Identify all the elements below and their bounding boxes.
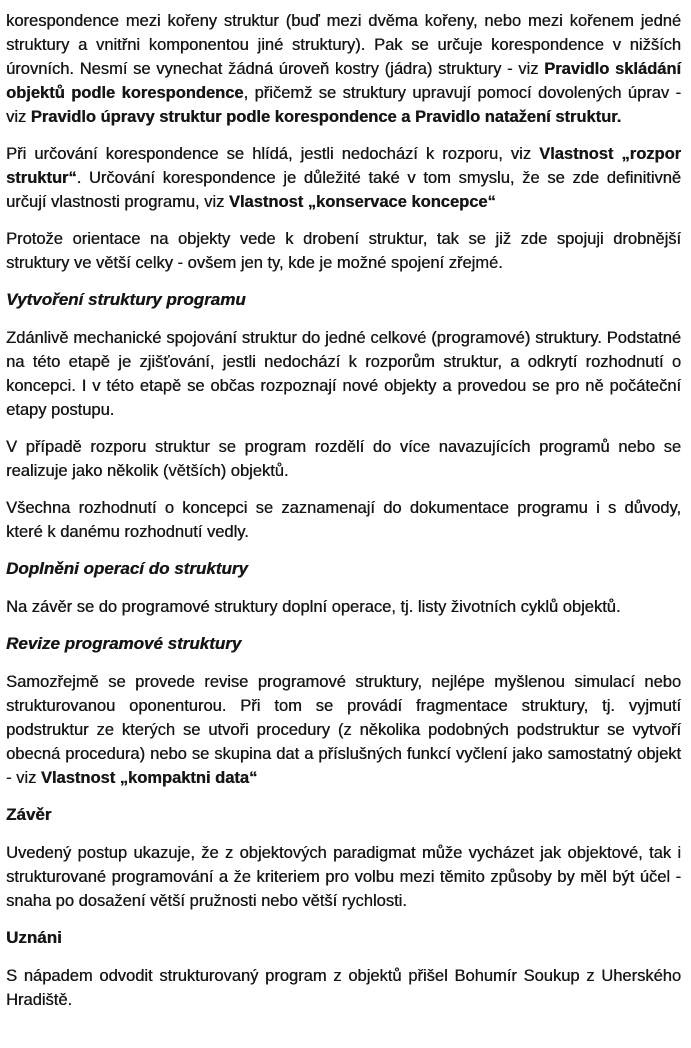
text-run: korespondence mezi kořeny struktur (buď mezi dvěma kořeny, nebo mezi kořenem jedné struktury a vnitřni komponentou jiné struktury). Pak se určuje korespondence v nižších úrovních. Nesmí se vynechat žádná úroveň kostry (jádra) struktury - viz — [6, 12, 681, 78]
text-run: Protože orientace na objekty vede k drobení struktur, tak se již zde spojuji drobnější struktury ve větší celky - ovšem jen ty, kde je možné spojení zřejmé. — [6, 230, 681, 272]
text-run: . Určování korespondence je důležité také v tom smyslu, že se zde definitivně určují vlastnosti programu, viz — [6, 169, 681, 211]
paragraph — [6, 9, 681, 129]
text-run: Vlastnost „konservace koncepce“ — [228, 193, 496, 211]
text-run: Na závěr se do programové struktury doplní operace, tj. listy životních cyklů objektů. — [6, 598, 621, 616]
paragraph — [6, 326, 681, 422]
text-run: S nápadem odvodit strukturovaný program z objektů přišel Bohumír Soukup z Uherského Hradiště. — [6, 967, 681, 1009]
text-run: Vlastnost „kompaktni data“ — [40, 769, 258, 787]
section-heading — [6, 557, 681, 581]
paragraph — [6, 670, 681, 790]
paragraph — [6, 964, 681, 1012]
paragraph — [6, 595, 681, 619]
paragraph — [6, 142, 681, 214]
text-run: Uvedený postup ukazuje, že z objektových paradigmat může vycházet jak objektové, tak i strukturované programování a že kriteriem pro volbu mezi těmito způsoby by měl být účel - snaha po dosažení větší pružnosti nebo větší rychlosti. — [6, 844, 681, 910]
paragraph — [6, 435, 681, 483]
text-run: , přičemž se struktury upravují pomocí dovolených úprav - viz — [6, 84, 681, 126]
text-run: V případě rozporu struktur se program rozdělí do více navazujících programů nebo se realizuje jako několik (větších) objektů. — [6, 438, 681, 480]
section-heading — [6, 926, 681, 950]
text-run: Zdánlivě mechanické spojování struktur do jedné celkové (programové) struktury. Podstatné na této etapě je zjišťování, jestli nedochází k rozporům struktur, a odkrytí rozhodnutí o koncepci. I v této etapě se občas rozpoznají nové objekty a provedou se pro ně počáteční etapy postupu. — [6, 329, 681, 419]
text-run: Všechna rozhodnutí o koncepci se zaznamenají do dokumentace programu i s důvody, které k danému rozhodnutí vedly. — [6, 499, 681, 541]
text-run: Doplněni operací do struktury — [6, 559, 248, 578]
text-run: Uznáni — [6, 928, 62, 947]
text-run: Vlastnost „rozpor struktur“ — [6, 145, 681, 187]
text-run: Samozřejmě se provede revise programové struktury, nejlépe myšlenou simulací nebo strukturovanou oponenturou. Při tom se provádí fragmentace struktury, tj. vyjmutí podstruktur ze kterých se utvoři procedury (z několika podobných podstruktur se vytvoří obecná procedura) nebo se skupina dat a příslušných funkcí vyčlení jako samostatný objekt - viz — [6, 673, 681, 787]
text-run: Vytvoření struktury programu — [6, 290, 246, 309]
paragraph — [6, 227, 681, 275]
text-run: Závěr — [6, 805, 52, 824]
text-run: Při určování korespondence se hlídá, jestli nedochází k rozporu, viz — [6, 145, 540, 163]
section-heading — [6, 803, 681, 827]
paragraph — [6, 841, 681, 913]
text-run: Pravidlo skládání objektů podle korespondence — [6, 60, 681, 102]
text-run: Pravidlo úpravy struktur podle korespondence a Pravidlo natažení struktur. — [30, 108, 622, 126]
text-run: Revize programové struktury — [6, 634, 242, 653]
section-heading — [6, 632, 681, 656]
paragraph — [6, 496, 681, 544]
section-heading — [6, 288, 681, 312]
